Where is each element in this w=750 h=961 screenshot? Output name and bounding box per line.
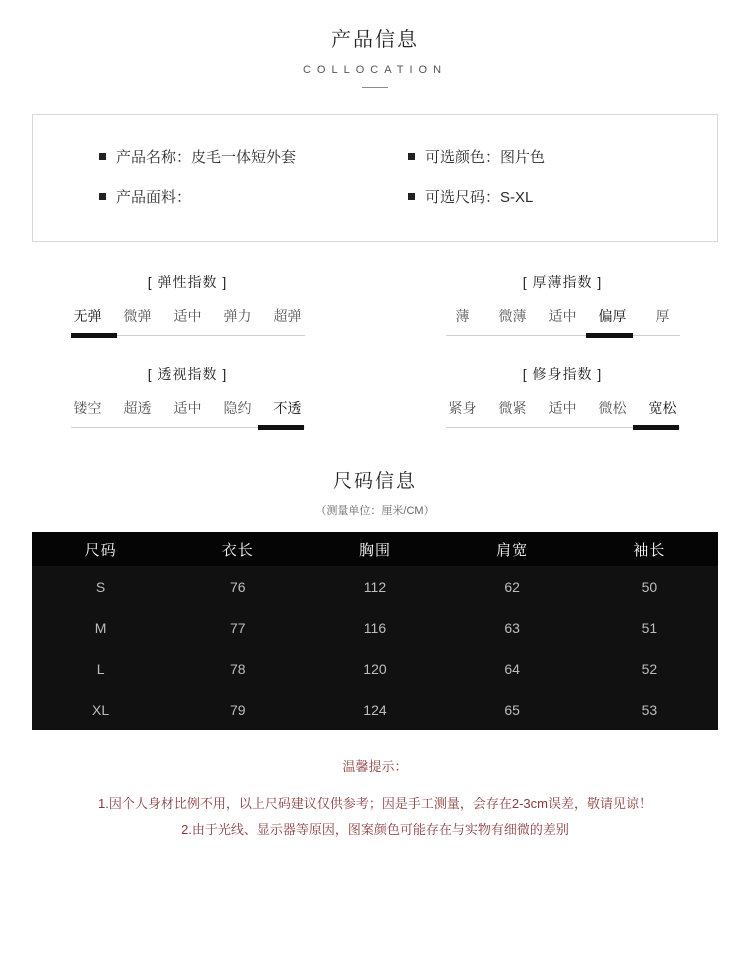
product-info-box (32, 114, 718, 242)
index-block-elasticity (0, 272, 375, 336)
index-fill (71, 333, 118, 338)
index-option: 微紧 (498, 400, 527, 416)
page-header (0, 0, 750, 88)
info-value: S-XL (500, 189, 534, 206)
index-option: 微薄 (498, 308, 527, 324)
index-title: [ 厚薄指数 ] (522, 274, 603, 290)
index-option: 弹力 (223, 308, 252, 324)
index-option: 偏厚 (598, 308, 627, 324)
index-fill (586, 333, 633, 338)
size-unit-note: （测量单位：厘米/CM） (315, 505, 435, 517)
index-option: 适中 (548, 400, 577, 416)
index-block-transparency (0, 364, 375, 428)
table-cell: M (94, 619, 107, 636)
size-section-title: 尺码信息 (332, 471, 417, 492)
table-row (32, 566, 718, 607)
index-scale (71, 306, 305, 336)
table-row (32, 689, 718, 730)
index-option: 隐约 (223, 400, 252, 416)
index-options (71, 398, 305, 418)
product-info-item-fabric (99, 187, 408, 209)
index-options (446, 398, 680, 418)
square-bullet-icon (408, 193, 415, 200)
table-cell: 78 (229, 660, 246, 677)
info-label: 可选尺码： (425, 189, 501, 206)
table-header-cell: 袖长 (581, 532, 718, 566)
index-options (71, 306, 305, 326)
index-fill (258, 425, 305, 430)
product-info-item-name (99, 147, 408, 169)
index-track (71, 335, 305, 336)
info-label: 产品面料： (116, 189, 192, 206)
index-option: 超弹 (273, 308, 302, 324)
index-scale (446, 306, 680, 336)
page-title: 产品信息 (331, 29, 419, 51)
table-row (32, 607, 718, 648)
index-option: 无弹 (73, 308, 102, 324)
index-option: 不透 (273, 400, 302, 416)
product-info-item-size (408, 187, 717, 209)
table-cell: 76 (229, 578, 246, 595)
index-section (0, 272, 750, 428)
table-header-cell: 衣长 (169, 532, 306, 566)
info-value: 图片色 (500, 149, 546, 166)
square-bullet-icon (99, 153, 106, 160)
index-track (446, 427, 680, 428)
table-cell: 51 (641, 619, 658, 636)
table-cell: S (95, 578, 106, 595)
index-option: 镂空 (73, 400, 102, 416)
index-block-thickness (375, 272, 750, 336)
table-cell: 65 (504, 701, 520, 718)
table-cell: 62 (504, 578, 520, 595)
title-divider (362, 87, 388, 88)
notice-line: 2.由于光线、显示器等原因，图案颜色可能存在与实物有细微的差别 (181, 822, 569, 837)
table-cell: 50 (641, 578, 658, 595)
table-cell: 124 (363, 701, 387, 718)
index-option: 微松 (598, 400, 627, 416)
table-cell: 52 (641, 660, 658, 677)
table-cell: 116 (363, 619, 387, 636)
size-table (32, 532, 718, 730)
index-option: 宽松 (648, 400, 677, 416)
table-header-cell: 肩宽 (444, 532, 581, 566)
index-scale (446, 398, 680, 428)
index-option: 适中 (173, 400, 202, 416)
table-cell: 53 (641, 701, 658, 718)
index-track (446, 335, 680, 336)
index-option: 超透 (123, 400, 152, 416)
index-option: 适中 (548, 308, 577, 324)
index-option: 厚 (655, 308, 670, 324)
table-cell: 63 (504, 619, 520, 636)
table-header-row (32, 532, 718, 566)
index-option: 适中 (173, 308, 202, 324)
index-block-fit (375, 364, 750, 428)
index-title: [ 透视指数 ] (147, 366, 228, 382)
notice-title: 温馨提示： (342, 759, 408, 774)
table-cell: L (96, 660, 105, 677)
table-row (32, 648, 718, 689)
index-track (71, 427, 305, 428)
product-info-grid (33, 147, 717, 209)
square-bullet-icon (408, 153, 415, 160)
product-info-item-color (408, 147, 717, 169)
info-label: 产品名称： (116, 149, 192, 166)
index-fill (633, 425, 680, 430)
table-cell: 77 (229, 619, 246, 636)
table-cell: XL (92, 701, 110, 718)
index-scale (71, 398, 305, 428)
info-value: 皮毛一体短外套 (191, 149, 297, 166)
table-cell: 112 (363, 578, 387, 595)
index-option: 薄 (455, 308, 470, 324)
index-title: [ 弹性指数 ] (147, 274, 228, 290)
table-header-cell: 胸围 (306, 532, 443, 566)
index-options (446, 306, 680, 326)
table-cell: 64 (504, 660, 520, 677)
notice-line: 1.因个人身材比例不用，以上尺码建议仅供参考；因是手工测量，会存在2-3cm误差，敬请见谅！ (98, 796, 652, 811)
table-cell: 120 (363, 660, 387, 677)
table-cell: 79 (229, 701, 246, 718)
index-option: 微弹 (123, 308, 152, 324)
table-header-cell: 尺码 (32, 532, 169, 566)
notice-section (0, 756, 750, 843)
size-section-header (0, 466, 750, 518)
square-bullet-icon (99, 193, 106, 200)
index-title: [ 修身指数 ] (522, 366, 603, 382)
info-label: 可选颜色： (425, 149, 501, 166)
index-option: 紧身 (448, 400, 477, 416)
page-subtitle: COLLOCATION (302, 64, 448, 76)
